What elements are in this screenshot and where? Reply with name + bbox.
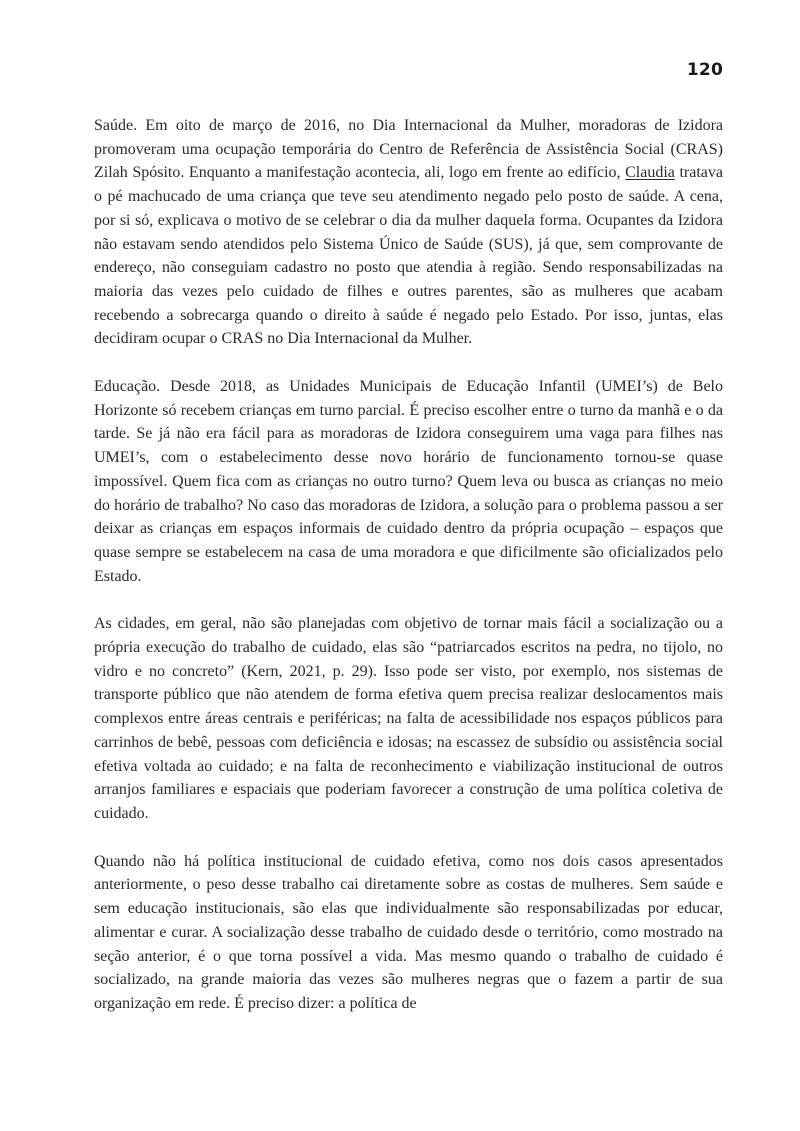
paragraph-saude	[94, 114, 723, 351]
paragraph-saude-text-before-link: Saúde. Em oito de março de 2016, no Dia Internacional da Mulher, moradoras de Izidora promoveram uma ocupação temporária do Centro de Referência de Assistência Social (CRAS) Zilah Spósito. Enquanto a manifestação acontecia, ali, logo em frente ao edifício,	[94, 117, 723, 182]
page-number: 120	[686, 60, 723, 80]
paragraph-saude-text-after-link: tratava o pé machucado de uma criança que teve seu atendimento negado pelo posto de saúde. A cena, por si só, explicava o motivo de se celebrar o dia da mulher daquela forma. Ocupantes da Izidora não estavam sendo atendidos pelo Sistema Único de Saúde (SUS), já que, sem comprovante de endereço, não conseguiam cadastro no posto que atendia à região. Sendo responsabilizadas na maioria das vezes pelo cuidado de filhes e outres parentes, são as mulheres que acabam recebendo a sobrecarga quando o direito à saúde é negado pelo Estado. Por isso, juntas, elas decidiram ocupar o CRAS no Dia Internacional da Mulher.	[94, 164, 723, 348]
paragraph-cidades: As cidades, em geral, não são planejadas com objetivo de tornar mais fácil a socialização ou a própria execução do trabalho de cuidado, elas são “patriarcados escritos na pedra, no tijolo, no vidro e no concreto” (Kern, 2021, p. 29). Isso pode ser visto, por exemplo, nos sistemas de transporte público que não atendem de forma efetiva quem precisa realizar deslocamentos mais complexos entre áreas centrais e periféricas; na falta de acessibilidade nos espaços públicos para carrinhos de bebê, pessoas com deficiência e idosas; na escassez de subsídio ou assistência social efetiva voltada ao cuidado; e na falta de reconhecimento e viabilização institucional de outros arranjos familiares e espaciais que poderiam favorecer a construção de uma política coletiva de cuidado.	[94, 615, 723, 822]
paragraph-politica-cuidado: Quando não há política institucional de cuidado efetiva, como nos dois casos apresentados anteriormente, o peso desse trabalho cai diretamente sobre as costas de mulheres. Sem saúde e sem educação institucionais, são elas que individualmente são responsabilizadas por educar, alimentar e curar. A socialização desse trabalho de cuidado desde o território, como mostrado na seção anterior, é o que torna possível a vida. Mas mesmo quando o trabalho de cuidado é socializado, na grande maioria das vezes são mulheres negras que o fazem a partir de sua organização em rede. É preciso dizer: a política de	[94, 852, 723, 1012]
body-text	[94, 114, 723, 1016]
claudia-link[interactable]: Claudia	[625, 164, 675, 182]
paragraph-educacao: Educação. Desde 2018, as Unidades Municipais de Educação Infantil (UMEI’s) de Belo Horizonte só recebem crianças em turno parcial. É preciso escolher entre o turno da manhã e o da tarde. Se já não era fácil para as moradoras de Izidora conseguirem uma vaga para filhes nas UMEI’s, com o estabelecimento desse novo horário de funcionamento tornou-se quase impossível. Quem fica com as crianças no outro turno? Quem leva ou busca as crianças no meio do horário de trabalho? No caso das moradoras de Izidora, a solução para o problema passou a ser deixar as crianças em espaços informais de cuidado dentro da própria ocupação – espaços que quase sempre se estabelecem na casa de uma moradora e que dificilmente são oficializados pelo Estado.	[94, 378, 723, 585]
